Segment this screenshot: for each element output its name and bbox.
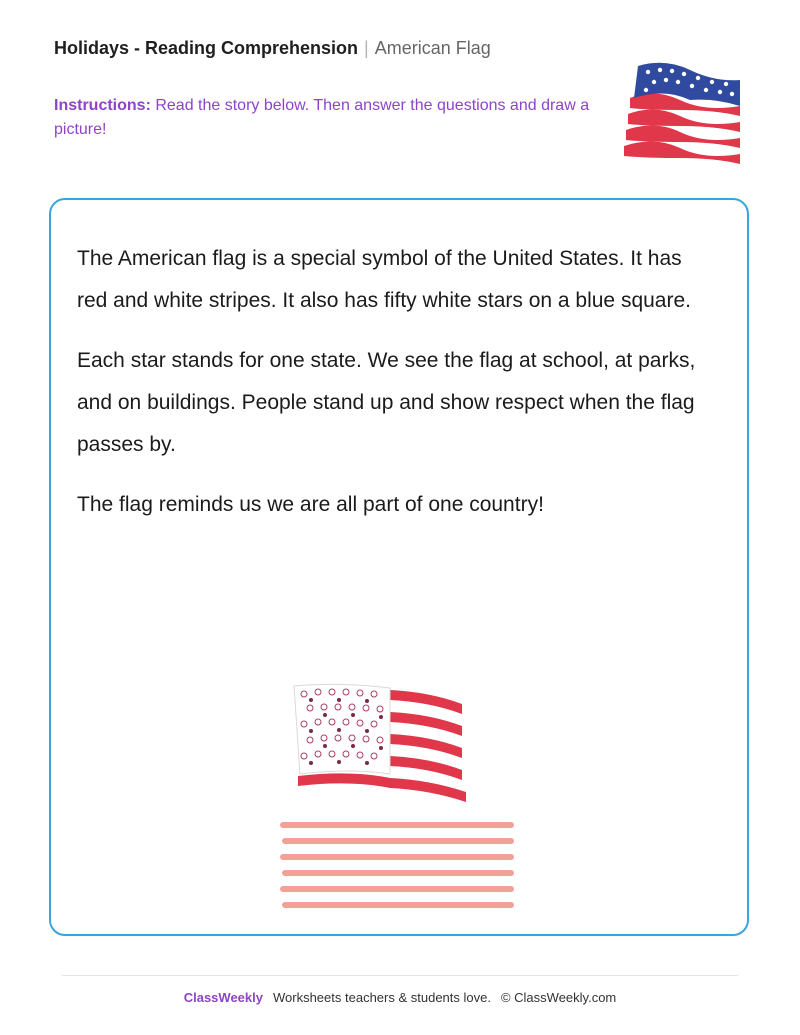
instructions-text: Read the story below. Then answer the questions and draw a picture! — [54, 97, 590, 138]
pink-stripe — [282, 838, 514, 844]
story-paragraph: Each star stands for one state. We see the flag at school, at parks, and on buildings. People stand up and show respect when the flag passes by. — [77, 349, 696, 456]
page-header — [54, 38, 491, 59]
title-separator: | — [364, 38, 369, 58]
story-paragraph: The American flag is a special symbol of the United States. It has red and white stripes. It also has fifty white stars on a blue square. — [77, 247, 691, 312]
american-flag-icon — [620, 58, 744, 170]
stripes-drawing — [278, 818, 518, 914]
footer-copyright: © ClassWeekly.com — [500, 990, 617, 1005]
page-footer — [0, 990, 800, 1005]
instructions-label: Instructions: — [54, 97, 151, 114]
pink-stripe — [280, 822, 514, 828]
footer-divider — [62, 975, 738, 976]
flag-drawing — [290, 680, 470, 804]
page-title: Holidays - Reading Comprehension — [54, 38, 359, 58]
pink-stripe — [280, 886, 514, 892]
footer-brand: ClassWeekly — [183, 990, 263, 1005]
footer-tagline: Worksheets teachers & students love. — [272, 990, 491, 1005]
pink-stripe — [280, 854, 514, 860]
pink-stripe — [282, 902, 514, 908]
pink-stripe — [282, 870, 514, 876]
story-paragraph: The flag reminds us we are all part of one country! — [77, 493, 544, 516]
drawing-canton — [294, 684, 390, 774]
instructions — [54, 94, 614, 142]
story-text — [77, 238, 697, 544]
page-subtitle: American Flag — [374, 38, 491, 58]
flag-stripes — [624, 93, 740, 164]
